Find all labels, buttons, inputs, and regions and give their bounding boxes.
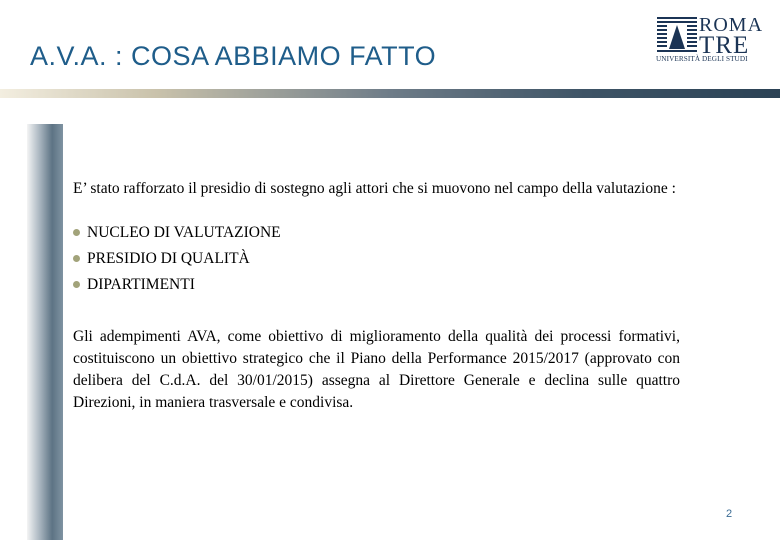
logo-roma-text: ROMA <box>699 14 764 36</box>
bullet-list <box>73 220 680 298</box>
bullet-dot-icon <box>73 255 80 262</box>
decorative-side-bar <box>27 124 63 540</box>
slide-body <box>73 178 680 414</box>
building-icon <box>655 15 699 55</box>
bullet-item-label: PRESIDIO DI QUALITÀ <box>87 250 250 267</box>
intro-text: E’ stato rafforzato il presidio di sostegno agli attori che si muovono nel campo della valutazione : <box>73 180 676 197</box>
logo-tre-text: TRE <box>699 32 750 59</box>
bullet-item-label: NUCLEO DI VALUTAZIONE <box>87 224 281 241</box>
roma-tre-logo <box>655 14 764 65</box>
page-number: 2 <box>726 508 733 520</box>
logo-university-text: UNIVERSITÀ DEGLI STUDI <box>656 55 748 63</box>
bullet-item <box>73 220 680 246</box>
bullet-dot-icon <box>73 229 80 236</box>
bullet-dot-icon <box>73 281 80 288</box>
body-paragraph: Gli adempimenti AVA, come obiettivo di miglioramento della qualità dei processi formativi, costituiscono un obiettivo strategico che il Piano della Performance 2015/2017 (approvato con delibera del C.d.A. del 30/01/2015) assegna al Direttore Generale e declina sulle quattro Direzioni, in maniera trasversale e condivisa. <box>73 328 680 411</box>
slide-title: A.V.A. : COSA ABBIAMO FATTO <box>30 41 437 71</box>
bullet-item-label: DIPARTIMENTI <box>87 276 195 293</box>
bullet-item <box>73 246 680 272</box>
bullet-item <box>73 272 680 298</box>
title-divider <box>0 89 780 98</box>
